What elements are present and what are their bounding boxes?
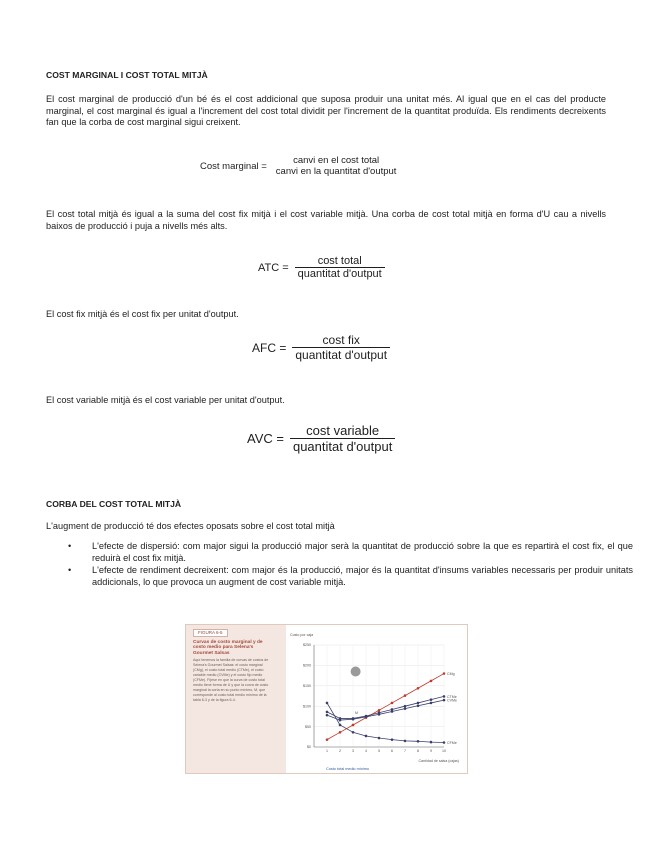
data-point: [326, 714, 329, 717]
section-heading-marginal-cost: COST MARGINAL I COST TOTAL MITJÀ: [46, 70, 208, 80]
x-tick-label: 3: [352, 749, 354, 753]
data-point: [417, 740, 420, 743]
data-point: [430, 680, 433, 683]
formula-atc: [258, 255, 385, 280]
x-tick-label: 7: [404, 749, 406, 753]
data-point: [365, 716, 368, 719]
x-tick-label: 1: [326, 749, 328, 753]
y-tick-label: $250: [303, 643, 311, 648]
data-point: [417, 687, 420, 690]
series-label: CFMe: [447, 741, 457, 746]
data-point: [391, 710, 394, 713]
y-tick-label: $200: [303, 663, 311, 668]
paragraph-atc-curve: L'augment de producció té dos efectes oposats sobre el cost total mitjà: [46, 521, 335, 531]
numerator: cost total: [317, 255, 362, 267]
x-tick-label: 5: [378, 749, 380, 753]
data-point: [339, 731, 342, 734]
data-point: [391, 738, 394, 741]
series-label: CTMe: [447, 694, 457, 699]
bullet-icon: •: [68, 541, 72, 551]
data-point: [378, 709, 381, 712]
paragraph-average-fixed-cost: El cost fix mitjà és el cost fix per unitat d'output.: [46, 309, 239, 319]
figure-title: Curvas de costo marginal y de costo medio para Selena's Gourmet Salsas: [193, 640, 263, 656]
x-tick-label: 2: [339, 749, 341, 753]
paragraph-average-total-cost: El cost total mitjà és igual a la suma del cost fix mitjà i el cost variable mitjà. Una corba de cost total mitjà en forma d'U cau a nivells baixos de producció i puja a nivells més alts.: [46, 209, 606, 231]
denominator: quantitat d'output: [292, 347, 390, 362]
data-point: [352, 724, 355, 727]
chart-area: [286, 625, 468, 774]
series-line-ctme: [327, 696, 444, 718]
y-tick-label: $100: [303, 704, 311, 709]
denominator: quantitat d'output: [290, 438, 395, 454]
x-tick-label: 4: [365, 749, 367, 753]
formula-avc: [247, 423, 395, 454]
data-point: [391, 702, 394, 705]
marker-dot: [351, 667, 361, 677]
data-point: [326, 738, 329, 741]
fraction: [292, 333, 390, 362]
y-axis-label: Costo por caja: [290, 633, 314, 637]
data-point: [352, 731, 355, 734]
series-line-cfme: [327, 703, 444, 743]
data-point: [404, 740, 407, 743]
data-point: [326, 702, 329, 705]
series-line-cmg: [327, 674, 444, 740]
data-point: [443, 672, 446, 675]
list-item: [68, 541, 633, 564]
formula-lhs: ATC =: [258, 261, 289, 274]
series-label: CVMe: [447, 698, 457, 703]
data-point: [443, 741, 446, 744]
fraction: [290, 423, 395, 454]
min-point-label: M: [355, 710, 358, 715]
formula-lhs: Cost marginal =: [200, 160, 267, 172]
data-point: [404, 705, 407, 708]
data-point: [443, 699, 446, 702]
data-point: [378, 737, 381, 740]
fraction: [273, 155, 400, 177]
paragraph-average-variable-cost: El cost variable mitjà és el cost variable per unitat d'output.: [46, 395, 285, 405]
numerator: cost variable: [306, 423, 380, 438]
formula-lhs: AVC =: [247, 431, 284, 446]
figure-tag: FIGURA 6-5: [193, 629, 228, 637]
data-point: [339, 719, 342, 722]
data-point: [417, 702, 420, 705]
data-point: [365, 735, 368, 738]
data-point: [430, 741, 433, 744]
denominator: canvi en la quantitat d'output: [275, 166, 397, 177]
data-point: [430, 698, 433, 701]
denominator: quantitat d'output: [295, 267, 385, 280]
data-point: [443, 695, 446, 698]
data-point: [430, 702, 433, 705]
bullet-text: L'efecte de rendiment decreixent: com major és la producció, major és la quantitat d'insums variables necessaris per produir unitats addicionals, lo que provoca un augment de cost variable mitjà.: [92, 565, 633, 587]
fraction: [295, 255, 385, 280]
formula-afc: [252, 333, 390, 362]
series-line-cvme: [327, 700, 444, 720]
x-tick-label: 8: [417, 749, 419, 753]
x-tick-label: 10: [442, 749, 446, 753]
data-point: [339, 724, 342, 727]
bullet-text: L'efecte de dispersió: com major sigui la producció major serà la quantitat de producció sobre la que es repartirà el cost fix, el que reduirà el cost fix mitjà.: [92, 541, 633, 563]
effects-list: [68, 541, 633, 589]
numerator: cost fix: [322, 333, 360, 347]
x-tick-label: 6: [391, 749, 393, 753]
cost-curves-figure: [185, 624, 468, 774]
figure-caption: Aquí tenemos la familia de curvas de costos de Selena's Gourmet Salsas: el costo marginal (CMg), el costo total medio (CTMe), el costo variable medio (CVMe) y el costo fijo medio (CFMe). Fíjese en que la curva de costo total medio tiene forma de U y que la curva de costo marginal la corta en su punto mínimo, M, que corresponde al costo total medio mínimo de la tabla 6-3 y de la figura 6-4.: [193, 658, 269, 702]
section-heading-atc-curve: CORBA DEL COST TOTAL MITJÀ: [46, 499, 182, 509]
numerator: canvi en el cost total: [293, 155, 380, 166]
data-point: [417, 704, 420, 707]
x-axis-label: Cantidad de salsa (cajas): [418, 759, 459, 763]
bullet-icon: •: [68, 565, 72, 576]
y-tick-label: $150: [303, 684, 311, 688]
x-tick-label: 9: [430, 749, 432, 753]
data-point: [378, 713, 381, 716]
data-point: [352, 718, 355, 721]
data-point: [404, 694, 407, 697]
data-point: [404, 707, 407, 710]
list-item: [68, 565, 633, 588]
cost-curves-chart: [286, 625, 468, 774]
formula-marginal-cost: [200, 155, 399, 177]
paragraph-marginal-cost: El cost marginal de producció d'un bé és el cost addicional que suposa produir una unitat més. Al igual que en el cas del producte marginal, el cost marginal és igual a l'increment del cost total dividit per l'increment de la quantitat produïda. Els rendiments decreixents fan que la corba de cost marginal sigui creixent.: [46, 94, 606, 127]
y-tick-label: $50: [305, 724, 311, 729]
y-tick-label: $0: [307, 745, 311, 750]
data-point: [326, 711, 329, 714]
series-label: CMg: [447, 672, 455, 677]
min-cost-note: Costo total medio mínimo: [326, 767, 370, 771]
formula-lhs: AFC =: [252, 340, 287, 355]
